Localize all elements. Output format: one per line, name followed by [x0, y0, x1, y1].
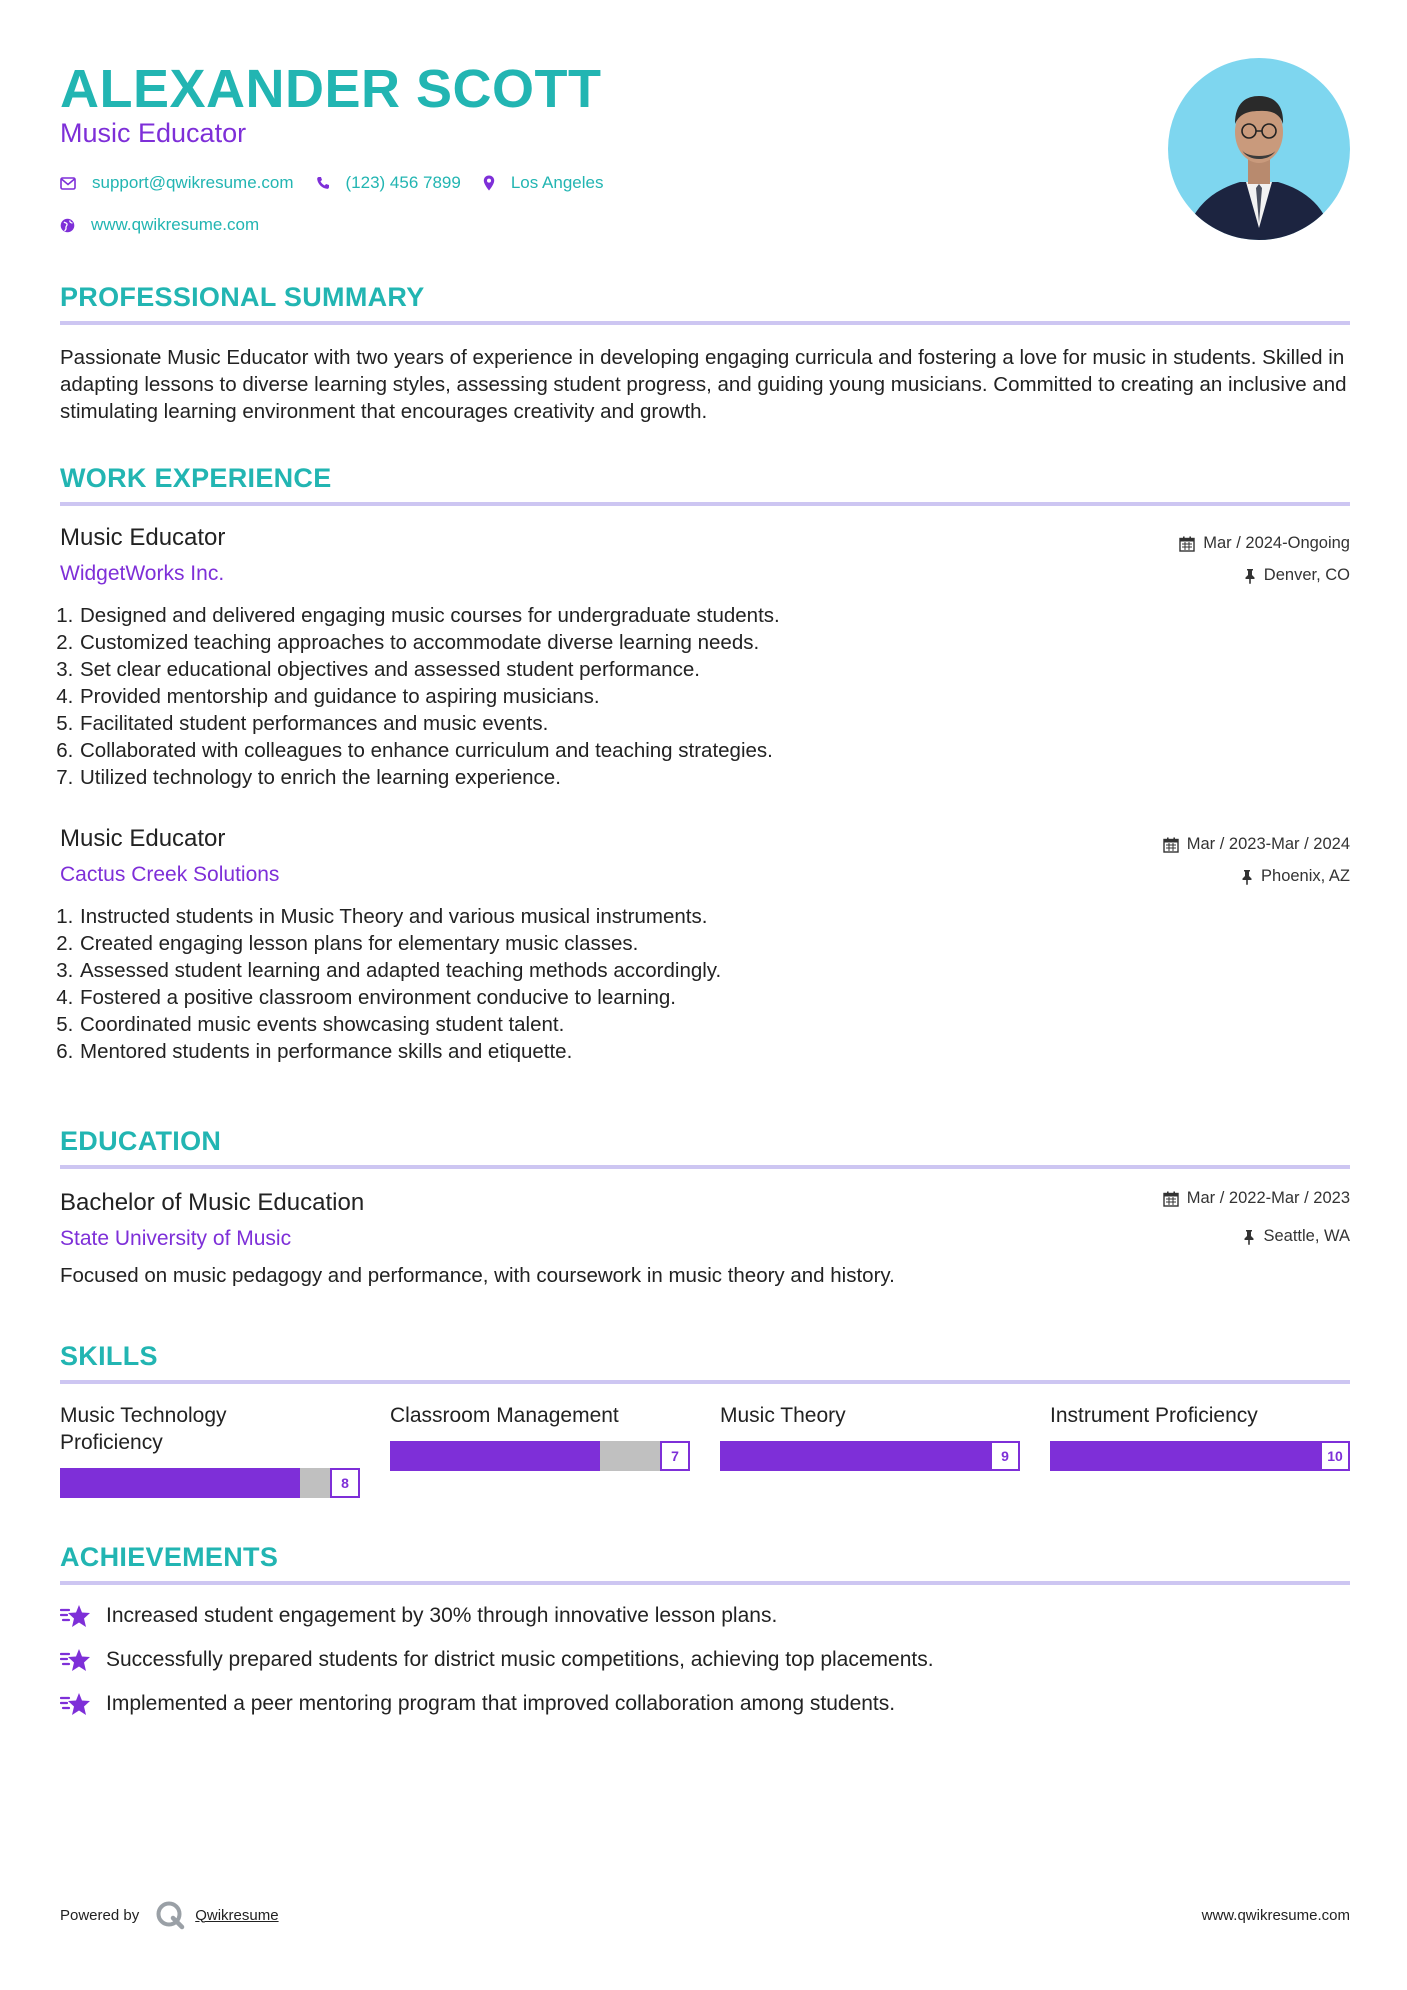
section-divider: [60, 1380, 1350, 1384]
list-item: 2. Customized teaching approaches to accommodate diverse learning needs.: [79, 629, 1329, 656]
globe-icon: [60, 218, 75, 233]
education-location: [1243, 1227, 1350, 1246]
skill-bar-segment: [390, 1441, 420, 1471]
powered-by-text: Powered by: [60, 1906, 140, 1924]
qwikresume-logo-icon: [155, 1900, 185, 1930]
skill-bar-segment: [600, 1441, 630, 1471]
skill-bar-segment: [1290, 1441, 1320, 1471]
skill-bar-segment: [960, 1441, 990, 1471]
job-bullets: [60, 903, 1329, 1065]
calendar-icon: [1179, 536, 1195, 552]
skill-level-bar: [60, 1468, 360, 1498]
section-divider: [60, 321, 1350, 325]
skill-item: [60, 1402, 360, 1491]
calendar-icon: [1163, 1191, 1179, 1207]
pushpin-icon: [1241, 869, 1253, 885]
skill-bar-segment: [90, 1468, 120, 1498]
pushpin-icon: [1243, 1229, 1255, 1245]
degree-title: Bachelor of Music Education: [60, 1189, 365, 1216]
job-location: [1244, 566, 1350, 585]
skill-bar-segment: [930, 1441, 960, 1471]
location-text: Denver, CO: [1263, 566, 1350, 584]
skill-item: [720, 1402, 1020, 1464]
skill-bar-segment: [630, 1441, 660, 1471]
list-item: 1. Designed and delivered engaging music courses for undergraduate students.: [79, 602, 1329, 629]
achievement-text: Increased student engagement by 30% through innovative lesson plans.: [106, 1604, 778, 1627]
list-item: 4. Provided mentorship and guidance to aspiring musicians.: [79, 683, 1329, 710]
star-icon: [60, 1647, 92, 1673]
skill-bar-segment: [870, 1441, 900, 1471]
website-row: [60, 215, 281, 235]
skill-level-badge: 7: [660, 1441, 690, 1471]
list-item: 1. Instructed students in Music Theory and various musical instruments.: [79, 903, 1329, 930]
skill-level-badge: 10: [1320, 1441, 1350, 1471]
candidate-name: ALEXANDER SCOTT: [60, 59, 602, 119]
list-item: 5. Coordinated music events showcasing student talent.: [79, 1011, 1329, 1038]
skill-level-bar: [390, 1441, 690, 1471]
company-name: WidgetWorks Inc.: [60, 562, 225, 585]
skill-bar-segment: [1080, 1441, 1110, 1471]
achievement-text: Implemented a peer mentoring program that improved collaboration among students.: [106, 1692, 896, 1715]
job-title: Music Educator: [60, 524, 226, 551]
phone-icon: [316, 176, 330, 190]
job-dates: [1179, 534, 1350, 553]
skill-level-badge: 9: [990, 1441, 1020, 1471]
achievement-item: [60, 1647, 934, 1673]
phone-text: (123) 456 7899: [345, 173, 461, 192]
achievement-text: Successfully prepared students for district music competitions, achieving top placements.: [106, 1648, 934, 1671]
achievements-heading: ACHIEVEMENTS: [60, 1542, 279, 1572]
email-text: support@qwikresume.com: [92, 173, 294, 192]
list-item: 3. Assessed student learning and adapted teaching methods accordingly.: [79, 957, 1329, 984]
skill-bar-segment: [1260, 1441, 1290, 1471]
profile-photo: [1168, 58, 1350, 240]
dates-text: Mar / 2023-Mar / 2024: [1186, 835, 1350, 853]
achievement-item: [60, 1603, 777, 1629]
skill-level-bar: [720, 1441, 1020, 1471]
skill-bar-segment: [240, 1468, 270, 1498]
list-item: 5. Facilitated student performances and music events.: [79, 710, 1329, 737]
skill-bar-segment: [750, 1441, 780, 1471]
footer-website[interactable]: www.qwikresume.com: [1201, 1907, 1350, 1924]
skill-bar-segment: [780, 1441, 810, 1471]
skill-bar-segment: [150, 1468, 180, 1498]
skill-bar-segment: [60, 1468, 90, 1498]
skill-bar-segment: [570, 1441, 600, 1471]
education-description: Focused on music pedagogy and performance, with coursework in music theory and history.: [60, 1264, 895, 1287]
map-pin-icon: [483, 175, 495, 191]
skill-bar-segment: [300, 1468, 330, 1498]
location-text: Los Angeles: [510, 173, 604, 192]
skill-bar-segment: [900, 1441, 930, 1471]
skill-item: [1050, 1402, 1350, 1464]
location-text: Phoenix, AZ: [1261, 867, 1350, 885]
education-dates: [1163, 1189, 1350, 1208]
dates-text: Mar / 2024-Ongoing: [1203, 534, 1350, 552]
skill-bar-segment: [480, 1441, 510, 1471]
list-item: 2. Created engaging lesson plans for elementary music classes.: [79, 930, 1329, 957]
skill-bar-segment: [210, 1468, 240, 1498]
skill-item: [390, 1402, 690, 1464]
skill-bar-segment: [810, 1441, 840, 1471]
summary-text: Passionate Music Educator with two years of experience in developing engaging curricula and fostering a love for music in students. Skilled in adapting lessons to diverse learning styles, assessing student progress, and guiding young musicians. Committed to creating an inclusive and stimulating learning environment that encourages creativity and growth.: [60, 346, 1347, 423]
contact-location: [483, 173, 604, 193]
contact-phone[interactable]: [316, 173, 461, 193]
skill-bar-segment: [1170, 1441, 1200, 1471]
skill-bar-segment: [510, 1441, 540, 1471]
skill-bar-segment: [1230, 1441, 1260, 1471]
job-dates: [1163, 835, 1350, 854]
list-item: 3. Set clear educational objectives and assessed student performance.: [79, 656, 1329, 683]
contact-email[interactable]: [60, 173, 294, 193]
pushpin-icon: [1244, 568, 1256, 584]
list-item: 7. Utilized technology to enrich the learning experience.: [79, 764, 1329, 791]
education-heading: EDUCATION: [60, 1126, 222, 1156]
skill-bar-segment: [420, 1441, 450, 1471]
summary-heading: PROFESSIONAL SUMMARY: [60, 282, 425, 312]
skill-bar-segment: [1110, 1441, 1140, 1471]
skill-level-badge: 8: [330, 1468, 360, 1498]
star-icon: [60, 1603, 92, 1629]
qwikresume-link[interactable]: Qwikresume: [195, 1906, 279, 1924]
contact-website[interactable]: [60, 215, 259, 235]
section-divider: [60, 1165, 1350, 1169]
skill-bar-segment: [840, 1441, 870, 1471]
calendar-icon: [1163, 837, 1179, 853]
experience-heading: WORK EXPERIENCE: [60, 463, 332, 493]
skill-bar-segment: [540, 1441, 570, 1471]
skill-bar-segment: [180, 1468, 210, 1498]
footer-powered-by: [60, 1900, 279, 1930]
job-title: Music Educator: [60, 825, 226, 852]
list-item: 6. Collaborated with colleagues to enhance curriculum and teaching strategies.: [79, 737, 1329, 764]
achievement-item: [60, 1691, 895, 1717]
skill-level-bar: [1050, 1441, 1350, 1471]
skill-name: Music Technology Proficiency: [60, 1404, 227, 1454]
section-divider: [60, 502, 1350, 506]
company-name: Cactus Creek Solutions: [60, 863, 280, 886]
list-item: 6. Mentored students in performance skills and etiquette.: [79, 1038, 1329, 1065]
skill-bar-segment: [450, 1441, 480, 1471]
skill-bar-segment: [120, 1468, 150, 1498]
job-bullets: [60, 602, 1329, 791]
skill-name: Instrument Proficiency: [1050, 1404, 1258, 1427]
job-location: [1241, 867, 1350, 886]
skills-heading: SKILLS: [60, 1341, 158, 1371]
skill-bar-segment: [1050, 1441, 1080, 1471]
list-item: 4. Fostered a positive classroom environment conducive to learning.: [79, 984, 1329, 1011]
skill-bar-segment: [270, 1468, 300, 1498]
website-text: www.qwikresume.com: [91, 215, 260, 234]
star-icon: [60, 1691, 92, 1717]
candidate-role: Music Educator: [60, 118, 247, 148]
envelope-icon: [60, 177, 76, 190]
resume-page: [60, 0, 1350, 1990]
dates-text: Mar / 2022-Mar / 2023: [1186, 1189, 1350, 1207]
contact-row: [60, 173, 625, 193]
skill-bar-segment: [1200, 1441, 1230, 1471]
skill-bar-segment: [1140, 1441, 1170, 1471]
school-name: State University of Music: [60, 1227, 292, 1250]
location-text: Seattle, WA: [1263, 1227, 1350, 1245]
skill-name: Music Theory: [720, 1404, 846, 1427]
skill-name: Classroom Management: [390, 1404, 619, 1427]
section-divider: [60, 1581, 1350, 1585]
skill-bar-segment: [720, 1441, 750, 1471]
